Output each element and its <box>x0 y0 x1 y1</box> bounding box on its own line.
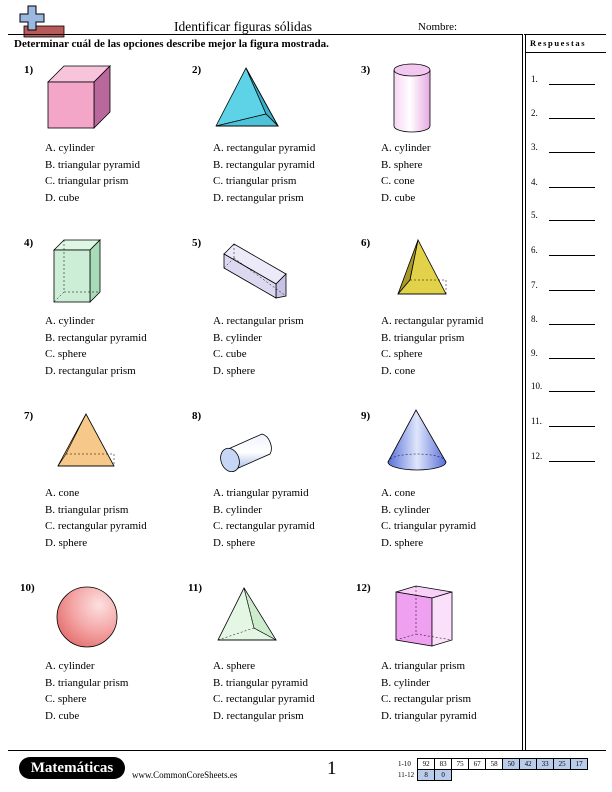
option[interactable]: B. triangular pyramid <box>213 676 309 689</box>
option[interactable]: C. triangular prism <box>45 175 129 188</box>
answer-number: 7. <box>531 280 538 290</box>
rectangular-pyramid-icon <box>394 236 450 298</box>
question-number: 10) <box>20 582 35 594</box>
score-cell: 58 <box>486 759 503 770</box>
header-divider-right <box>524 34 606 35</box>
name-label: Nombre: <box>418 21 458 33</box>
option[interactable]: A. cylinder <box>45 142 95 154</box>
question-number: 12) <box>356 582 371 594</box>
option[interactable]: D. triangular pyramid <box>381 709 477 722</box>
answer-options <box>381 485 476 551</box>
score-cell: 8 <box>418 770 435 781</box>
option[interactable]: C. sphere <box>45 348 87 361</box>
option[interactable]: D. cube <box>381 191 416 204</box>
option[interactable]: C. rectangular pyramid <box>213 693 315 706</box>
option[interactable]: D. rectangular prism <box>213 191 304 204</box>
page-number: 1 <box>327 758 337 779</box>
option[interactable]: A. cone <box>381 487 416 499</box>
option[interactable]: A. rectangular prism <box>213 315 304 327</box>
score-cell: 92 <box>418 759 435 770</box>
option[interactable]: B. cylinder <box>213 503 262 516</box>
option[interactable]: B. triangular prism <box>45 676 129 689</box>
question-number: 8) <box>192 410 202 422</box>
option[interactable]: C. cone <box>381 175 415 188</box>
answer-options <box>381 658 477 724</box>
option[interactable]: B. triangular pyramid <box>45 158 141 171</box>
score-cell: 0 <box>435 770 452 781</box>
option[interactable]: A. rectangular pyramid <box>213 142 316 154</box>
answer-options <box>213 485 315 551</box>
cone-icon <box>384 406 450 474</box>
logo-icon <box>10 4 70 38</box>
score-cell: 67 <box>469 759 486 770</box>
cylinder-icon <box>390 62 434 136</box>
answer-options <box>45 313 147 379</box>
option[interactable]: A. cylinder <box>381 142 431 154</box>
cylinder-icon <box>214 428 278 472</box>
answer-number: 10. <box>531 381 543 391</box>
subject-badge: Matemáticas <box>19 757 125 779</box>
answer-number: 1. <box>531 74 538 84</box>
answer-line[interactable] <box>531 314 601 324</box>
score-cell: 25 <box>554 759 571 770</box>
table-row <box>396 759 588 770</box>
option[interactable]: D. sphere <box>213 364 256 377</box>
score-row-label: 1-10 <box>398 760 411 768</box>
answer-line[interactable] <box>531 416 601 426</box>
footer-divider <box>8 750 606 751</box>
answer-line[interactable] <box>531 74 601 84</box>
site-url[interactable]: www.CommonCoreSheets.es <box>132 770 238 780</box>
answer-line[interactable] <box>531 177 601 187</box>
question-number: 9) <box>361 410 371 422</box>
question-number: 2) <box>192 64 202 76</box>
answer-options <box>213 658 315 724</box>
option[interactable]: B. rectangular pyramid <box>45 331 147 344</box>
score-table <box>396 758 588 781</box>
answer-line[interactable] <box>531 451 601 461</box>
answer-number: 9. <box>531 348 538 358</box>
answer-options <box>381 140 430 206</box>
option[interactable]: B. cylinder <box>213 331 262 344</box>
option[interactable]: D. cube <box>45 191 80 204</box>
answer-line[interactable] <box>531 210 601 220</box>
option[interactable]: A. triangular pyramid <box>213 487 309 499</box>
score-row-label: 11-12 <box>398 771 415 779</box>
option[interactable]: D. rectangular prism <box>213 709 304 722</box>
answer-line[interactable] <box>531 280 601 290</box>
option[interactable]: B. rectangular pyramid <box>213 158 315 171</box>
answer-number: 6. <box>531 245 538 255</box>
answer-column-divider <box>522 34 523 750</box>
header-divider <box>8 34 522 35</box>
score-cell: 17 <box>571 759 588 770</box>
question-number: 6) <box>361 237 371 249</box>
option[interactable]: D. rectangular prism <box>45 364 136 377</box>
answer-line[interactable] <box>531 142 601 152</box>
option[interactable]: C. triangular pyramid <box>381 520 477 533</box>
answer-line[interactable] <box>531 348 601 358</box>
answer-options <box>45 658 128 724</box>
option[interactable]: D. sphere <box>45 536 88 549</box>
option[interactable]: C. sphere <box>45 693 87 706</box>
answer-number: 11. <box>531 416 542 426</box>
answer-line[interactable] <box>531 108 601 118</box>
score-cell: 50 <box>503 759 520 770</box>
rectangular-prism-icon <box>50 236 106 306</box>
page-title: Identificar figuras sólidas <box>174 19 312 34</box>
question-number: 4) <box>24 237 34 249</box>
answers-header-rule <box>526 52 606 53</box>
answer-line[interactable] <box>531 381 601 391</box>
score-cell: 33 <box>537 759 554 770</box>
option[interactable]: D. cube <box>45 709 80 722</box>
answer-options <box>45 485 147 551</box>
answer-options <box>213 313 304 379</box>
option[interactable]: D. sphere <box>213 536 256 549</box>
answer-options <box>213 140 315 206</box>
answer-options <box>45 140 140 206</box>
cube-icon <box>44 62 116 134</box>
option[interactable]: C. triangular prism <box>213 175 297 188</box>
option[interactable]: A. cylinder <box>45 660 95 672</box>
answer-number: 5. <box>531 210 538 220</box>
question-number: 11) <box>188 582 203 594</box>
option[interactable]: D. sphere <box>381 536 424 549</box>
option[interactable]: B. cylinder <box>381 676 430 689</box>
option[interactable]: C. rectangular pyramid <box>45 520 147 533</box>
answer-number: 12. <box>531 451 543 461</box>
option[interactable]: C. rectangular prism <box>381 693 472 706</box>
option[interactable]: A. sphere <box>213 660 256 672</box>
option[interactable]: C. cube <box>213 348 247 361</box>
score-cell: 75 <box>452 759 469 770</box>
option[interactable]: A. triangular prism <box>381 660 466 672</box>
answer-line[interactable] <box>531 245 601 255</box>
answer-number: 4. <box>531 177 538 187</box>
answer-number: 3. <box>531 142 538 152</box>
option[interactable]: A. rectangular pyramid <box>381 315 484 327</box>
option[interactable]: C. rectangular pyramid <box>213 520 315 533</box>
score-cell: 83 <box>435 759 452 770</box>
option[interactable]: B. triangular prism <box>381 331 465 344</box>
option[interactable]: B. triangular prism <box>45 503 129 516</box>
rectangular-prism-icon <box>220 240 290 302</box>
triangular-prism-icon <box>392 582 456 650</box>
question-number: 3) <box>361 64 371 76</box>
sphere-icon <box>54 584 120 650</box>
option[interactable]: B. cylinder <box>381 503 430 516</box>
option[interactable]: C. sphere <box>381 348 423 361</box>
answer-column-divider-inner <box>525 34 526 750</box>
rectangular-pyramid-icon <box>54 410 120 470</box>
question-number: 5) <box>192 237 202 249</box>
answers-header: Respuestas <box>530 38 587 48</box>
instructions: Determinar cuál de las opciones describe mejor la figura mostrada. <box>14 38 329 50</box>
answer-options <box>381 313 483 379</box>
triangular-pyramid-icon <box>212 64 282 130</box>
option[interactable]: A. cone <box>45 487 80 499</box>
answer-number: 2. <box>531 108 538 118</box>
question-number: 7) <box>24 410 34 422</box>
triangular-pyramid-icon <box>214 584 280 644</box>
score-cell: 42 <box>520 759 537 770</box>
option[interactable]: B. sphere <box>381 158 423 171</box>
option[interactable]: A. cylinder <box>45 315 95 327</box>
answer-number: 8. <box>531 314 538 324</box>
option[interactable]: D. cone <box>381 364 416 377</box>
table-row <box>396 770 588 781</box>
question-number: 1) <box>24 64 34 76</box>
